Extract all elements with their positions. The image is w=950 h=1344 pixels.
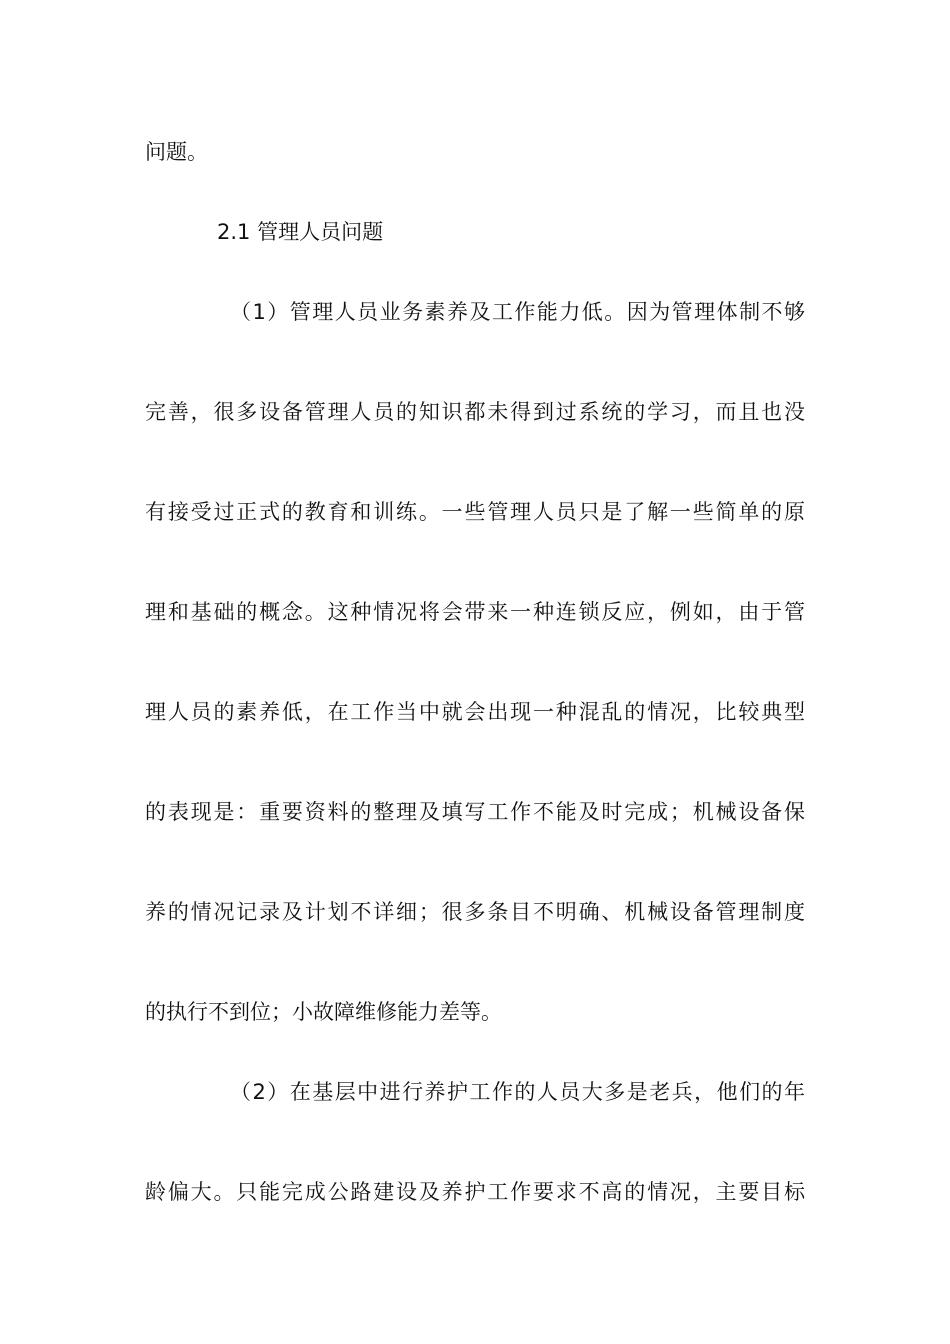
paragraph-2-line-2: 龄偏大。只能完成公路建设及养护工作要求不高的情况，主要目标 (145, 1180, 805, 1204)
paragraph-1-line-1: （1）管理人员业务素养及工作能力低。因为管理体制不够 (230, 300, 805, 324)
paragraph-1-line-3: 有接受过正式的教育和训练。一些管理人员只是了解一些简单的原 (145, 500, 805, 524)
paragraph-1-line-4: 理和基础的概念。这种情况将会带来一种连锁反应，例如，由于管 (145, 600, 805, 624)
text-line-continuation: 问题。 (145, 140, 208, 164)
paragraph-1-line-6: 的表现是：重要资料的整理及填写工作不能及时完成；机械设备保 (145, 800, 805, 824)
section-heading: 2.1 管理人员问题 (217, 220, 384, 244)
paragraph-1-line-2: 完善，很多设备管理人员的知识都未得到过系统的学习，而且也没 (145, 400, 805, 424)
paragraph-1-line-5: 理人员的素养低，在工作当中就会出现一种混乱的情况，比较典型 (145, 700, 805, 724)
paragraph-1-line-8: 的执行不到位；小故障维修能力差等。 (145, 1000, 502, 1024)
paragraph-1-line-7: 养的情况记录及计划不详细；很多条目不明确、机械设备管理制度 (145, 900, 805, 924)
paragraph-2-line-1: （2）在基层中进行养护工作的人员大多是老兵，他们的年 (230, 1080, 805, 1104)
